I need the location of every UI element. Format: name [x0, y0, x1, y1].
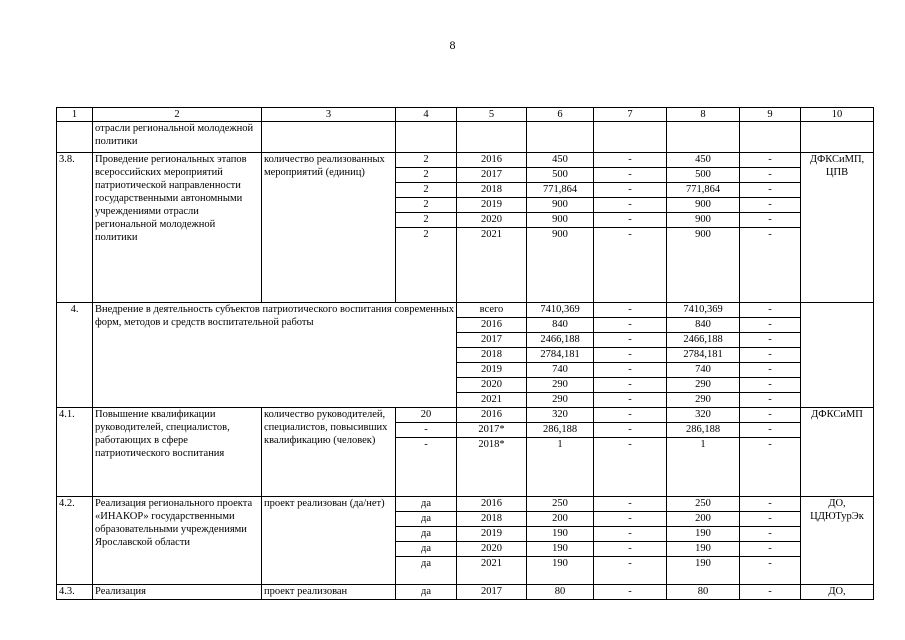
value-cell: 80: [527, 585, 594, 600]
col-header: 5: [457, 108, 527, 122]
value-cell: 200: [527, 512, 594, 527]
value-cell: 900: [667, 228, 740, 303]
value-cell: -: [594, 585, 667, 600]
year-cell: 2021: [457, 228, 527, 303]
value-cell: 450: [667, 153, 740, 168]
value-cell: -: [740, 318, 801, 333]
item-name: Внедрение в деятельность субъектов патриотического воспитания современных форм, методов и средств воспитательной работы: [93, 303, 457, 408]
value-cell: -: [594, 183, 667, 198]
value-cell: -: [740, 527, 801, 542]
value-cell: 2466,188: [667, 333, 740, 348]
col-header: 8: [667, 108, 740, 122]
item-name: Повышение квалификации руководителей, специалистов, работающих в сфере патриотического воспитания: [93, 408, 262, 497]
item-number: 4.2.: [57, 497, 93, 585]
table-row: [57, 122, 874, 153]
indicator-value: да: [396, 585, 457, 600]
indicator-value: 2: [396, 228, 457, 303]
indicator-value: 2: [396, 153, 457, 168]
indicator-value: да: [396, 512, 457, 527]
item-name: Проведение региональных этапов всероссийских мероприятий патриотической направленности государственными автономными учреждениями отрасли региональной молодежной политики: [93, 153, 262, 303]
value-cell: 1: [667, 438, 740, 497]
year-cell: 2017: [457, 585, 527, 600]
value-cell: 2466,188: [527, 333, 594, 348]
value-cell: 2784,181: [527, 348, 594, 363]
value-cell: -: [594, 393, 667, 408]
year-cell: 2018: [457, 348, 527, 363]
value-cell: 771,864: [667, 183, 740, 198]
year-cell: 2017: [457, 333, 527, 348]
year-cell: 2020: [457, 213, 527, 228]
value-cell: 190: [527, 542, 594, 557]
item-number: 3.8.: [57, 153, 93, 303]
table-row: [57, 408, 874, 423]
value-cell: -: [594, 348, 667, 363]
indicator-value: 2: [396, 213, 457, 228]
item-executor: ДФКСиМП: [801, 408, 874, 497]
indicator-value: да: [396, 497, 457, 512]
value-cell: 840: [527, 318, 594, 333]
value-cell: 900: [667, 198, 740, 213]
value-cell: -: [594, 438, 667, 497]
value-cell: -: [594, 303, 667, 318]
value-cell: -: [740, 408, 801, 423]
year-cell: 2016: [457, 153, 527, 168]
value-cell: -: [594, 527, 667, 542]
value-cell: 290: [667, 393, 740, 408]
item-name: Реализация: [93, 585, 262, 600]
year-cell: 2020: [457, 378, 527, 393]
value-cell: 286,188: [527, 423, 594, 438]
indicator-value: -: [396, 438, 457, 497]
indicator-value: 2: [396, 183, 457, 198]
page-number: 8: [449, 38, 456, 52]
value-cell: 450: [527, 153, 594, 168]
value-cell: -: [594, 153, 667, 168]
value-cell: -: [740, 213, 801, 228]
value-cell: -: [594, 228, 667, 303]
year-cell: 2017*: [457, 423, 527, 438]
indicator-value: -: [396, 423, 457, 438]
value-cell: 80: [667, 585, 740, 600]
value-cell: 190: [527, 527, 594, 542]
col-header: 4: [396, 108, 457, 122]
value-cell: -: [594, 408, 667, 423]
item-indicator: проект реализован: [262, 585, 396, 600]
value-cell: -: [740, 393, 801, 408]
value-cell: -: [594, 512, 667, 527]
value-cell: -: [594, 333, 667, 348]
value-cell: -: [594, 168, 667, 183]
year-cell: всего: [457, 303, 527, 318]
value-cell: -: [740, 585, 801, 600]
table-row: [57, 153, 874, 168]
item-indicator: количество руководителей, специалистов, повысивших квалификацию (человек): [262, 408, 396, 497]
item-indicator: проект реализован (да/нет): [262, 497, 396, 585]
value-cell: -: [740, 378, 801, 393]
value-cell: 1: [527, 438, 594, 497]
indicator-value: 2: [396, 168, 457, 183]
value-cell: 320: [527, 408, 594, 423]
value-cell: 286,188: [667, 423, 740, 438]
value-cell: -: [740, 153, 801, 168]
value-cell: 7410,369: [527, 303, 594, 318]
value-cell: 190: [667, 527, 740, 542]
indicator-value: да: [396, 542, 457, 557]
value-cell: -: [740, 438, 801, 497]
year-cell: 2021: [457, 393, 527, 408]
value-cell: 900: [527, 213, 594, 228]
value-cell: 740: [667, 363, 740, 378]
year-cell: 2019: [457, 363, 527, 378]
item-indicator: количество реализованных мероприятий (единиц): [262, 153, 396, 303]
table-row: [57, 497, 874, 512]
year-cell: 2016: [457, 318, 527, 333]
value-cell: -: [740, 198, 801, 213]
year-cell: 2018: [457, 512, 527, 527]
value-cell: 840: [667, 318, 740, 333]
value-cell: 500: [667, 168, 740, 183]
value-cell: -: [594, 198, 667, 213]
year-cell: 2018: [457, 183, 527, 198]
table-row: [57, 303, 874, 318]
year-cell: 2019: [457, 198, 527, 213]
value-cell: -: [740, 348, 801, 363]
value-cell: 740: [527, 363, 594, 378]
value-cell: 900: [527, 228, 594, 303]
year-cell: 2020: [457, 542, 527, 557]
value-cell: -: [594, 557, 667, 585]
value-cell: -: [740, 557, 801, 585]
value-cell: -: [740, 542, 801, 557]
col-header: 9: [740, 108, 801, 122]
year-cell: 2016: [457, 408, 527, 423]
indicator-value: 20: [396, 408, 457, 423]
item-number: 4.: [57, 303, 93, 408]
year-cell: 2017: [457, 168, 527, 183]
col-header: 3: [262, 108, 396, 122]
value-cell: 290: [667, 378, 740, 393]
value-cell: -: [594, 363, 667, 378]
value-cell: 290: [527, 393, 594, 408]
value-cell: -: [740, 497, 801, 512]
value-cell: -: [740, 303, 801, 318]
program-table: [56, 107, 874, 600]
value-cell: -: [594, 378, 667, 393]
item-name: отрасли региональной молодежной политики: [93, 122, 262, 153]
indicator-value: 2: [396, 198, 457, 213]
value-cell: 500: [527, 168, 594, 183]
value-cell: 250: [667, 497, 740, 512]
value-cell: 900: [527, 198, 594, 213]
header-row: [57, 108, 874, 122]
indicator-value: да: [396, 527, 457, 542]
item-number: 4.1.: [57, 408, 93, 497]
value-cell: 200: [667, 512, 740, 527]
item-executor: ДФКСиМП, ЦПВ: [801, 153, 874, 303]
col-header: 10: [801, 108, 874, 122]
value-cell: 900: [667, 213, 740, 228]
value-cell: -: [740, 423, 801, 438]
col-header: 2: [93, 108, 262, 122]
item-number: 4.3.: [57, 585, 93, 600]
value-cell: -: [594, 497, 667, 512]
value-cell: 190: [667, 542, 740, 557]
value-cell: -: [594, 213, 667, 228]
year-cell: 2016: [457, 497, 527, 512]
value-cell: 7410,369: [667, 303, 740, 318]
value-cell: 320: [667, 408, 740, 423]
value-cell: -: [740, 228, 801, 303]
value-cell: -: [740, 333, 801, 348]
value-cell: -: [594, 423, 667, 438]
year-cell: 2021: [457, 557, 527, 585]
value-cell: 190: [527, 557, 594, 585]
value-cell: -: [594, 542, 667, 557]
value-cell: -: [740, 512, 801, 527]
value-cell: 290: [527, 378, 594, 393]
year-cell: 2019: [457, 527, 527, 542]
table-row: [57, 585, 874, 600]
value-cell: -: [740, 168, 801, 183]
col-header: 1: [57, 108, 93, 122]
value-cell: -: [740, 363, 801, 378]
value-cell: -: [594, 318, 667, 333]
value-cell: 2784,181: [667, 348, 740, 363]
item-name: Реализация регионального проекта «ИНАКОР» государственными образовательными учреждениями Ярославской области: [93, 497, 262, 585]
value-cell: 250: [527, 497, 594, 512]
col-header: 6: [527, 108, 594, 122]
item-executor: ДО, ЦДЮТурЭк: [801, 497, 874, 585]
year-cell: 2018*: [457, 438, 527, 497]
col-header: 7: [594, 108, 667, 122]
indicator-value: да: [396, 557, 457, 585]
value-cell: 771,864: [527, 183, 594, 198]
item-executor: ДО,: [801, 585, 874, 600]
value-cell: -: [740, 183, 801, 198]
value-cell: 190: [667, 557, 740, 585]
